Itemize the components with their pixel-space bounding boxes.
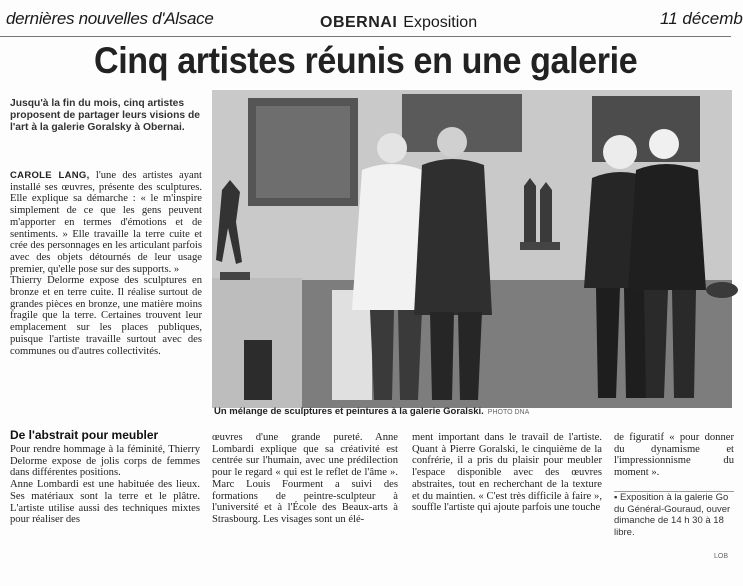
article-headline: Cinq artistes réunis en une galerie (94, 40, 638, 81)
footer-tag: LOB (714, 553, 729, 560)
info-line: libre. (614, 526, 635, 538)
header-rule (0, 36, 731, 37)
article-column-1 (10, 170, 202, 357)
gallery-photo (212, 90, 732, 408)
paragraph (10, 170, 202, 275)
photo-credit: PHOTO DNA (487, 409, 530, 416)
article-column-4 (614, 432, 734, 479)
newspaper-name: dernières nouvelles d'Alsace (6, 9, 214, 28)
paragraph: œuvres d'une grande pureté. Anne Lombardi explique que sa créativité est centrée sur l'humain, avec une prédilection pour le regard « qui est le reflet de l'âme ». Marc Louis Fourment a suivi des formations de peintre-sculpteur à l'université et à l'École des Beaux-arts à Strasbourg. Les visages sont un élé- (212, 432, 398, 525)
info-line: du Général-Gouraud, ouver (614, 503, 731, 515)
article-column-1-continued (10, 444, 200, 526)
article-column-3 (412, 432, 602, 514)
caption-text: Un mélange de sculptures et peintures à la galerie Goralski. (214, 406, 484, 417)
section-name: Exposition (403, 14, 478, 31)
paragraph-text: l'une des artistes ayant installé ses œuvres, présente des sculptures. Elle explique sa démarche : « le m'inspire simplement de ce que les gens peuvent m'apporter en termes d'émotions et de sentiments. » Elle travaille la terre cuite et crée des personnages en les articulant parfois avec des objets détournés de leur usage premier, qu'elle pose sur des supports. » (10, 170, 202, 275)
author-name: CAROLE LANG, (10, 170, 90, 181)
publication-date: 11 décemb (660, 9, 743, 28)
paragraph: ment important dans le travail de l'artiste. Quant à Pierre Goralski, le cinquième de la confrérie, il a pris du plaisir pour meubler l'espace disponible avec des œuvres abstraites, tout en recherchant de la texture et du maintien. « C'est très difficile à faire », souffle l'artiste qui ajoute parfois une touche (412, 432, 602, 514)
info-line: dimanche de 14 h 30 à 18 (614, 515, 724, 526)
paragraph: de figuratif « pour donner du dynamisme et l'impressionnisme du moment ». (614, 432, 734, 479)
paragraph: Anne Lombardi est une habituée des lieux. Ses matériaux sont la terre et le plâtre. L'artiste utilise aussi des techniques mixtes pour réaliser des (10, 479, 200, 526)
paragraph: Pour rendre hommage à la féminité, Thierry Delorme expose de jolis corps de femmes dans différentes positions. (10, 444, 200, 479)
article-column-2 (212, 432, 398, 526)
exhibition-info-box (614, 491, 734, 552)
photo-caption (214, 406, 614, 417)
paragraph: Thierry Delorme expose des sculptures en bronze et en terre cuite. Il réalise surtout de grandes pièces en bronze, une matière moins fragile que la terre. Certaines trouvent leur emplacement sur les places publiques, puisque l'artiste travaille surtout avec des communes ou d'autres collectivités. (10, 275, 202, 357)
gallery-photo-image (212, 90, 732, 408)
article-lead: Jusqu'à la fin du mois, cinq artistes proposent de partager leurs visions de l'art à la galerie Goralsky à Obernai. (10, 98, 200, 133)
section-header (320, 14, 477, 32)
city-name: OBERNAI (320, 14, 398, 31)
info-line: ▪ Exposition à la galerie Go (614, 492, 729, 503)
article-subhead: De l'abstrait pour meubler (10, 428, 159, 442)
